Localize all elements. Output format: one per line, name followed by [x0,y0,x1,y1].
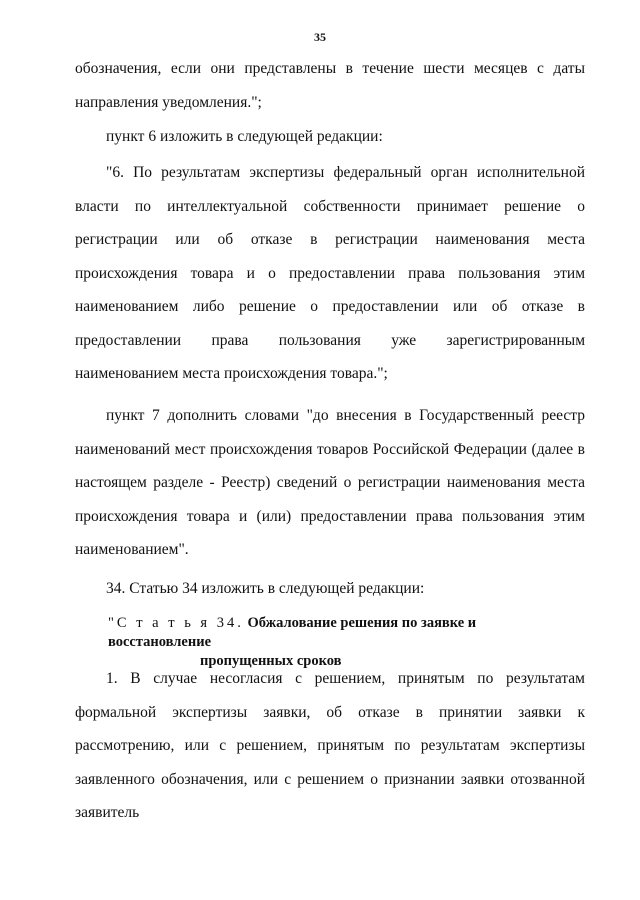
paragraph-item-7-amendment: пункт 7 дополнить словами "до внесения в Государственный реестр наименований мест происхождения товаров Российской Федерации (далее в настоящем разделе - Реестр) сведений о регистрации наименования места происхождения товара и (или) предоставлении права пользования этим наименованием". [75,407,585,558]
paragraph-item-6-text: "6. По результатам экспертизы федеральный орган исполнительной власти по интеллектуальной собственности принимает решение о регистрации или об отказе в регистрации наименования места происхождения товара и о предоставлении права пользования этим наименованием либо решение о предоставлении или об отказе в предоставлении права пользования уже зарегистрированным наименованием места происхождения товара."; [75,164,585,382]
article-title-line2: пропущенных сроков [200,653,342,669]
article-title-line1: Обжалование решения по заявке и восстановление [108,615,477,650]
paragraph-article-34-intro: 34. Статью 34 изложить в следующей редакции: [106,580,425,597]
article-label: "С т а т ь я 34. [108,615,244,631]
paragraph-item-6-intro: пункт 6 изложить в следующей редакции: [106,128,383,145]
paragraph-continuation: обозначения, если они представлены в течение шести месяцев с даты направления уведомления."; [75,60,585,111]
page-number: 35 [314,30,326,44]
paragraph-article-34-item-1: 1. В случае несогласия с решением, принятым по результатам формальной экспертизы заявки, об отказе в принятии заявки к рассмотрению, или с решением, принятым по результатам экспертизы заявленного обозначения, или с решением о признании заявки отозванной заявитель [75,670,585,821]
